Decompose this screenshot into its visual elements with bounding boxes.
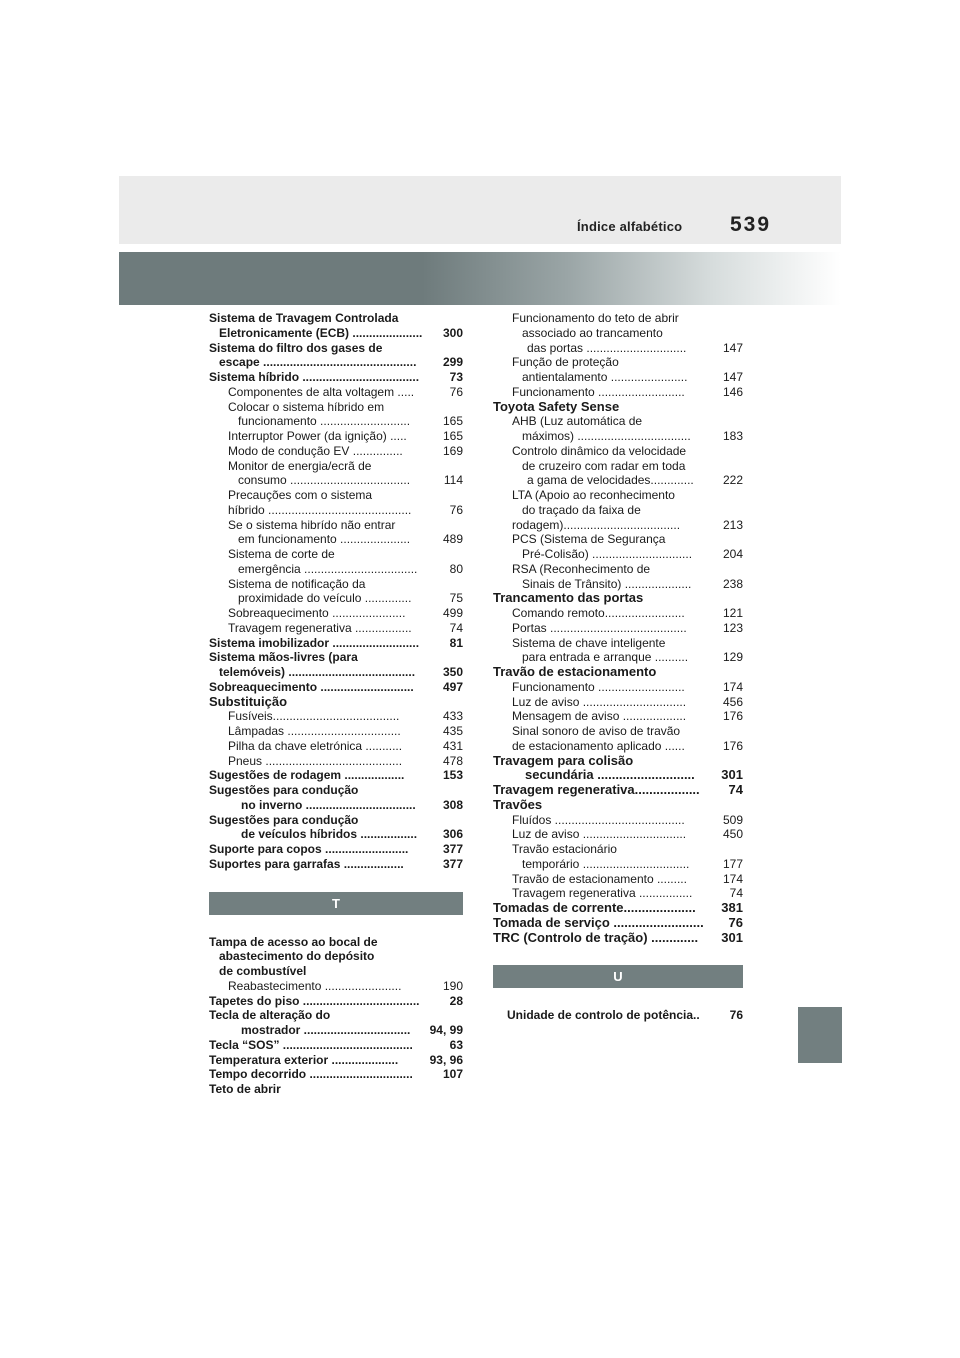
index-entry bbox=[493, 901, 743, 916]
index-entry bbox=[209, 444, 463, 459]
entry-page-ref: 76 bbox=[729, 1008, 743, 1023]
index-entry bbox=[209, 709, 463, 724]
entry-page-ref: 301 bbox=[721, 767, 743, 783]
entry-page-ref: 76 bbox=[449, 384, 463, 399]
entry-page-ref: 433 bbox=[442, 709, 463, 724]
index-entry bbox=[209, 813, 463, 843]
index-entry bbox=[493, 872, 743, 887]
index-entry bbox=[209, 1008, 463, 1038]
entry-text-line: do traçado da faixa de bbox=[522, 502, 641, 517]
index-entry bbox=[493, 724, 743, 754]
entry-page-ref: 169 bbox=[442, 443, 463, 458]
entry-text-line: Controlo dinâmico da velocidade bbox=[512, 443, 687, 458]
entry-page-ref: 238 bbox=[722, 576, 743, 591]
entry-text-line: Temperatura exterior .................... bbox=[209, 1052, 399, 1067]
entry-text-line: Lâmpadas .................................. bbox=[228, 724, 401, 738]
entry-page-ref: 509 bbox=[722, 812, 743, 827]
index-entry bbox=[493, 813, 743, 828]
index-entry bbox=[493, 665, 743, 680]
entry-text-line: Pilha da chave eletrónica ........... bbox=[228, 738, 403, 753]
index-entry bbox=[209, 695, 463, 710]
index-entry bbox=[209, 577, 463, 607]
index-entry bbox=[209, 636, 463, 651]
entry-text-line: Sobreaquecimento ...................... bbox=[228, 606, 406, 620]
entry-text-line: Mensagem de aviso ................... bbox=[512, 709, 687, 724]
entry-text-line: híbrido ........................................... bbox=[228, 502, 412, 517]
index-entry bbox=[493, 444, 743, 488]
entry-text-line: Tecla “SOS” ....................................... bbox=[209, 1037, 413, 1052]
entry-text-line: Travão estacionário bbox=[512, 842, 617, 856]
entry-page-ref: 93, 96 bbox=[429, 1052, 463, 1067]
entry-page-ref: 222 bbox=[722, 473, 743, 488]
entry-text-line: Sistema imobilizador .......................... bbox=[209, 635, 420, 650]
entry-text-line: máximos) .................................. bbox=[522, 429, 691, 443]
entry-text-line: Se o sistema hibrído não entrar bbox=[228, 517, 396, 532]
index-entry bbox=[209, 459, 463, 489]
entry-text-line: temporário ................................ bbox=[522, 856, 690, 871]
index-entry bbox=[493, 754, 743, 784]
entry-text-line: Substituição bbox=[209, 694, 288, 709]
entry-text-line: Sistema do filtro dos gases de bbox=[209, 340, 383, 355]
entry-page-ref: 204 bbox=[722, 547, 743, 561]
entry-text-line: PCS (Sistema de Segurança bbox=[512, 532, 666, 547]
entry-page-ref: 377 bbox=[442, 842, 463, 856]
index-entry bbox=[209, 370, 463, 385]
entry-text-line: Pneus ......................................... bbox=[228, 753, 403, 768]
entry-text-line: Teto de abrir bbox=[209, 1082, 281, 1096]
index-entry bbox=[493, 606, 743, 621]
entry-text-line: Pré-Colisão) .............................. bbox=[522, 547, 693, 561]
entry-page-ref: 174 bbox=[722, 679, 743, 694]
left-entries-list bbox=[209, 311, 463, 872]
entry-page-ref: 377 bbox=[442, 856, 463, 871]
index-entry bbox=[209, 341, 463, 371]
entry-page-ref: 153 bbox=[442, 768, 463, 783]
index-entry bbox=[493, 532, 743, 562]
entry-page-ref: 165 bbox=[442, 429, 463, 443]
index-entry bbox=[493, 636, 743, 666]
entry-text-line: Sugestões de rodagem .................. bbox=[209, 768, 405, 783]
entry-page-ref: 478 bbox=[442, 753, 463, 768]
entry-page-ref: 165 bbox=[442, 414, 463, 429]
entry-page-ref: 129 bbox=[722, 650, 743, 665]
index-entry bbox=[209, 650, 463, 680]
entry-page-ref: 497 bbox=[442, 679, 463, 694]
index-entry bbox=[209, 1067, 463, 1082]
index-entry bbox=[493, 709, 743, 724]
entry-page-ref: 74 bbox=[728, 782, 743, 797]
letter-heading-t: T bbox=[209, 892, 463, 915]
index-entry bbox=[493, 680, 743, 695]
index-column-left bbox=[209, 311, 463, 1097]
entry-page-ref: 435 bbox=[442, 724, 463, 738]
entry-page-ref: 76 bbox=[728, 914, 743, 930]
index-entry bbox=[493, 842, 743, 872]
entry-text-line: Componentes de alta voltagem ..... bbox=[228, 384, 415, 399]
entry-text-line: Luz de aviso ............................... bbox=[512, 827, 687, 842]
entry-page-ref: 63 bbox=[449, 1037, 463, 1052]
entry-page-ref: 147 bbox=[722, 370, 743, 384]
entry-text-line: Travão de estacionamento bbox=[493, 665, 657, 679]
entry-text-line: no inverno ................................. bbox=[241, 797, 416, 812]
entry-text-line: Sinais de Trânsito) .................... bbox=[522, 576, 692, 591]
index-entry bbox=[209, 547, 463, 577]
entry-text-line: secundária ........................... bbox=[525, 768, 695, 783]
entry-page-ref: 74 bbox=[729, 886, 743, 901]
entry-text-line: Interruptor Power (da ignição) ..... bbox=[228, 429, 407, 443]
page-number: 539 bbox=[730, 213, 772, 236]
entry-page-ref: 450 bbox=[722, 827, 743, 842]
chapter-side-tab bbox=[798, 1007, 842, 1063]
entry-page-ref: 94, 99 bbox=[429, 1023, 463, 1037]
index-entry bbox=[209, 739, 463, 754]
index-entry bbox=[209, 783, 463, 813]
entry-page-ref: 114 bbox=[443, 473, 463, 488]
entry-page-ref: 81 bbox=[449, 635, 463, 650]
entry-text-line: proximidade do veículo .............. bbox=[238, 591, 412, 606]
entry-text-line: a gama de velocidades............. bbox=[527, 473, 694, 488]
entry-text-line: de veículos híbridos ................. bbox=[241, 827, 418, 842]
entry-text-line: Sugestões para condução bbox=[209, 812, 359, 827]
entry-text-line: escape .............................................. bbox=[219, 355, 417, 370]
index-entry bbox=[493, 414, 743, 444]
entry-text-line: Fluídos ....................................... bbox=[512, 812, 685, 827]
entry-text-line: Travões bbox=[493, 797, 543, 812]
entry-text-line: abastecimento do depósito bbox=[219, 949, 375, 964]
index-entry bbox=[209, 311, 463, 341]
entry-page-ref: 28 bbox=[449, 993, 463, 1008]
entry-page-ref: 74 bbox=[449, 620, 463, 635]
index-entry bbox=[209, 400, 463, 430]
entry-text-line: de combustível bbox=[219, 964, 307, 978]
index-entry bbox=[209, 606, 463, 621]
entry-text-line: Monitor de energia/ecrã de bbox=[228, 458, 372, 473]
entry-page-ref: 123 bbox=[722, 620, 743, 635]
entry-text-line: Sinal sonoro de aviso de travão bbox=[512, 724, 681, 738]
entry-text-line: rodagem)................................... bbox=[512, 517, 681, 532]
index-entry bbox=[493, 798, 743, 813]
entry-text-line: para entrada e arranque .......... bbox=[522, 650, 689, 665]
entry-text-line: Travagem regenerativa.................. bbox=[493, 783, 700, 797]
entry-text-line: Comando remoto........................ bbox=[512, 606, 685, 620]
entry-text-line: funcionamento ........................... bbox=[238, 414, 411, 429]
entry-text-line: Travão de estacionamento ......... bbox=[512, 871, 687, 886]
index-entry bbox=[493, 827, 743, 842]
index-entry bbox=[209, 429, 463, 444]
entry-page-ref: 107 bbox=[442, 1067, 463, 1082]
entry-text-line: Toyota Safety Sense bbox=[493, 399, 620, 414]
entry-text-line: consumo .................................... bbox=[238, 473, 411, 488]
entry-text-line: Suporte para copos ......................... bbox=[209, 842, 409, 856]
entry-text-line: telemóveis) ...................................... bbox=[219, 665, 416, 679]
entry-text-line: emergência .................................. bbox=[238, 561, 418, 576]
entry-text-line: Fusíveis...................................... bbox=[228, 709, 400, 724]
index-entry bbox=[493, 783, 743, 798]
u-entries-list bbox=[493, 1008, 743, 1023]
entry-text-line: Travagem regenerativa ................ bbox=[512, 886, 693, 901]
index-entry bbox=[209, 842, 463, 857]
index-entry bbox=[493, 931, 743, 946]
index-entry bbox=[209, 754, 463, 769]
index-entry bbox=[507, 1008, 743, 1023]
entry-text-line: Sistema de notificação da bbox=[228, 576, 366, 591]
entry-page-ref: 75 bbox=[449, 591, 463, 606]
entry-page-ref: 121 bbox=[722, 606, 743, 620]
entry-text-line: Eletronicamente (ECB) ..................... bbox=[219, 325, 423, 340]
entry-text-line: Suportes para garrafas .................. bbox=[209, 856, 404, 871]
section-title: Índice alfabético bbox=[577, 219, 683, 234]
entry-text-line: Portas ......................................... bbox=[512, 620, 687, 635]
entry-text-line: Sistema mãos-livres (para bbox=[209, 650, 358, 665]
entry-page-ref: 456 bbox=[722, 694, 743, 709]
index-entry bbox=[493, 311, 743, 355]
letter-heading-u: U bbox=[493, 965, 743, 988]
entry-text-line: Funcionamento do teto de abrir bbox=[512, 311, 679, 325]
index-entry bbox=[209, 621, 463, 636]
index-entry bbox=[209, 1082, 463, 1097]
entry-page-ref: 381 bbox=[721, 900, 743, 915]
index-entry bbox=[209, 857, 463, 872]
index-entry bbox=[209, 680, 463, 695]
entry-text-line: das portas .............................. bbox=[527, 340, 687, 355]
index-entry bbox=[493, 591, 743, 606]
index-entry bbox=[493, 385, 743, 400]
entry-text-line: Sistema de Travagem Controlada bbox=[209, 311, 399, 325]
entry-text-line: Trancamento das portas bbox=[493, 591, 644, 606]
entry-page-ref: 76 bbox=[449, 502, 463, 517]
entry-text-line: Sobreaquecimento ............................ bbox=[209, 679, 414, 694]
index-entry bbox=[493, 355, 743, 385]
entry-page-ref: 301 bbox=[721, 929, 743, 945]
entry-text-line: Tapetes do piso ................................... bbox=[209, 993, 420, 1008]
entry-text-line: Colocar o sistema híbrido em bbox=[228, 399, 385, 414]
entry-text-line: Tampa de acesso ao bocal de bbox=[209, 934, 378, 949]
entry-page-ref: 80 bbox=[449, 561, 463, 576]
entry-page-ref: 350 bbox=[442, 665, 463, 679]
entry-page-ref: 177 bbox=[722, 856, 743, 871]
entry-page-ref: 431 bbox=[442, 738, 463, 753]
entry-text-line: Unidade de controlo de potência.. bbox=[507, 1008, 700, 1023]
index-entry bbox=[209, 935, 463, 979]
entry-text-line: Tomadas de corrente.................... bbox=[493, 901, 696, 915]
index-entry bbox=[209, 1053, 463, 1068]
entry-text-line: LTA (Apoio ao reconhecimento bbox=[512, 488, 675, 502]
entry-text-line: de estacionamento aplicado ...... bbox=[512, 738, 685, 753]
entry-text-line: Tempo decorrido ............................... bbox=[209, 1067, 413, 1082]
right-entries-list bbox=[493, 311, 743, 945]
entry-text-line: Sistema de corte de bbox=[228, 547, 335, 561]
entry-page-ref: 190 bbox=[442, 978, 463, 993]
entry-text-line: Travagem regenerativa ................. bbox=[228, 620, 412, 635]
entry-text-line: Funcionamento .......................... bbox=[512, 384, 685, 399]
entry-text-line: Tecla de alteração do bbox=[209, 1008, 331, 1023]
entry-text-line: Travagem para colisão bbox=[493, 753, 634, 768]
index-entry bbox=[209, 518, 463, 548]
entry-text-line: Luz de aviso ............................... bbox=[512, 694, 687, 709]
entry-text-line: de cruzeiro com radar em toda bbox=[522, 458, 686, 473]
index-entry bbox=[209, 385, 463, 400]
entry-page-ref: 174 bbox=[722, 871, 743, 886]
entry-text-line: Tomada de serviço ......................... bbox=[493, 915, 704, 930]
index-entry bbox=[493, 916, 743, 931]
entry-text-line: Precauções com o sistema bbox=[228, 488, 373, 502]
index-entry bbox=[493, 695, 743, 710]
t-entries-list bbox=[209, 935, 463, 1097]
entry-text-line: Função de proteção bbox=[512, 355, 619, 370]
entry-text-line: Reabastecimento ....................... bbox=[228, 978, 402, 993]
entry-text-line: Sugestões para condução bbox=[209, 783, 359, 797]
entry-text-line: antientalamento ....................... bbox=[522, 370, 688, 384]
index-entry bbox=[209, 724, 463, 739]
entry-page-ref: 176 bbox=[722, 709, 743, 724]
entry-page-ref: 299 bbox=[442, 355, 463, 370]
entry-text-line: Sistema de chave inteligente bbox=[512, 635, 666, 650]
entry-page-ref: 499 bbox=[442, 606, 463, 620]
entry-page-ref: 73 bbox=[449, 370, 463, 384]
index-entry bbox=[209, 994, 463, 1009]
entry-page-ref: 176 bbox=[722, 738, 743, 753]
entry-page-ref: 308 bbox=[442, 797, 463, 812]
entry-page-ref: 146 bbox=[722, 384, 743, 399]
index-entry bbox=[209, 1038, 463, 1053]
header-gradient-bar bbox=[119, 252, 841, 305]
index-entry bbox=[493, 562, 743, 592]
index-entry bbox=[493, 488, 743, 532]
entry-text-line: Modo de condução EV ............... bbox=[228, 443, 403, 458]
entry-text-line: TRC (Controlo de tração) ............. bbox=[493, 930, 699, 945]
entry-page-ref: 183 bbox=[722, 429, 743, 443]
entry-text-line: mostrador ................................ bbox=[241, 1023, 411, 1037]
entry-page-ref: 489 bbox=[442, 532, 463, 547]
entry-text-line: em funcionamento ..................... bbox=[238, 532, 411, 547]
index-column-right bbox=[493, 311, 743, 1023]
index-entry bbox=[209, 979, 463, 994]
index-entry bbox=[493, 400, 743, 415]
entry-page-ref: 213 bbox=[722, 517, 743, 532]
entry-page-ref: 300 bbox=[442, 325, 463, 340]
index-entry bbox=[493, 886, 743, 901]
index-entry bbox=[209, 488, 463, 518]
entry-text-line: Funcionamento .......................... bbox=[512, 679, 685, 694]
index-entry bbox=[209, 768, 463, 783]
entry-page-ref: 306 bbox=[442, 827, 463, 842]
entry-text-line: Sistema híbrido ................................... bbox=[209, 370, 420, 384]
entry-text-line: RSA (Reconhecimento de bbox=[512, 561, 651, 576]
entry-page-ref: 147 bbox=[722, 340, 743, 355]
entry-text-line: AHB (Luz automática de bbox=[512, 414, 643, 429]
index-entry bbox=[493, 621, 743, 636]
entry-text-line: associado ao trancamento bbox=[522, 325, 663, 340]
